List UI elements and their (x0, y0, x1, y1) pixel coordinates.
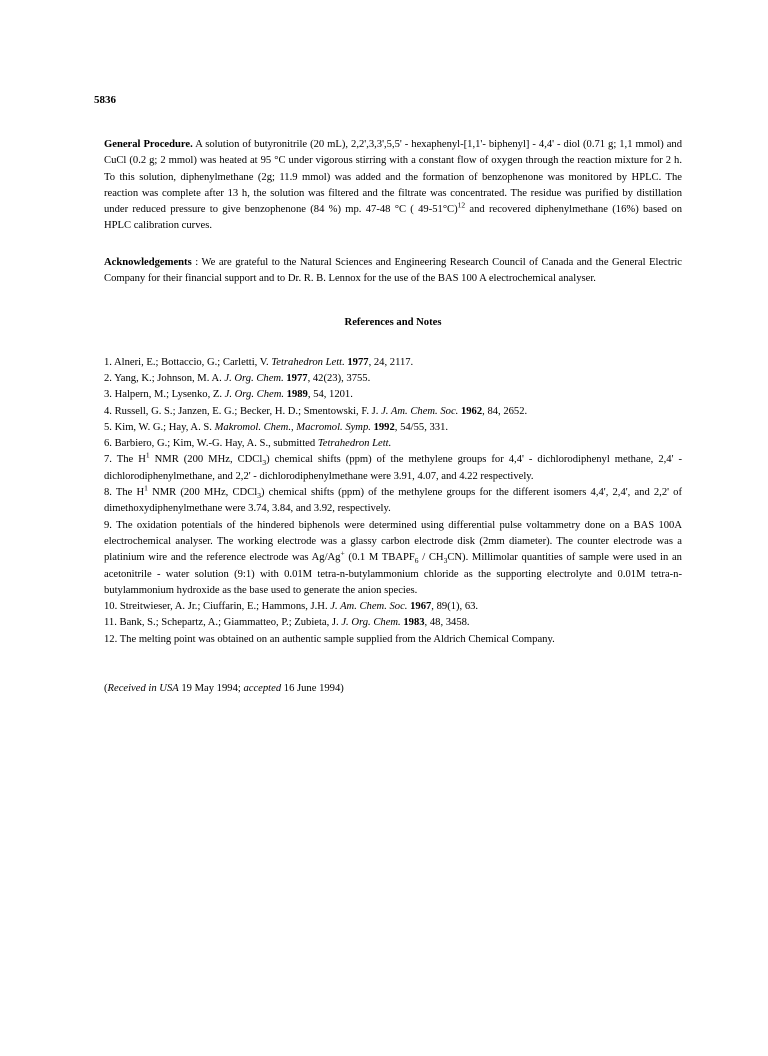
references-list (104, 355, 682, 648)
reference-item: 8. The $H^1$ NMR (200 MHz, CDCl$_3$) chemical shifts (ppm) of the methylene groups for the different isomers 4,4', 2,4', and 2,2' of dimethoxydiphenylmethane were 3.74, 3.84, and 3.92, respectively. (104, 483, 683, 515)
general-procedure-text-end: and recovered diphenylmethane (16%) based on HPLC calibration curves. (104, 204, 682, 232)
reference-item: 6. Barbiero, G.; Kim, W.-G. Hay, A. S., submitted Tetrahedron Lett. (104, 438, 392, 450)
journal-name: Makromol. Chem., Macromol. Symp. (214, 421, 371, 433)
references-heading: References and Notes (344, 317, 442, 329)
received-label: Received in USA (107, 683, 179, 695)
reference-year: 1992 (370, 421, 395, 433)
journal-name: J. Am. Chem. Soc. (330, 601, 408, 613)
journal-name: J. Am. Chem. Soc. (381, 405, 459, 417)
reference-year: 1977 (344, 356, 369, 368)
page-content (104, 137, 682, 697)
journal-name: J. Org. Chem. (341, 617, 401, 629)
acknowledgements-text: : We are grateful to the Natural Sciences and Engineering Research Council of Canada and the General Electric Company for their financial support and to Dr. R. B. Lennox for the use of the BAS 100 A electrochemical analyser. (104, 256, 682, 285)
reference-year: 1977 (283, 372, 308, 384)
reference-item: 3. Halpern, M.; Lysenko, Z. J. Org. Chem. 1989, 54, 1201. (104, 389, 353, 401)
received-accepted-note: (Received in USA 19 May 1994; accepted 16 June 1994) (104, 683, 344, 695)
journal-name: J. Org. Chem. (224, 372, 284, 384)
general-procedure-paragraph (104, 137, 682, 235)
acknowledgements-label: Acknowledgements (104, 256, 192, 268)
reference-year: 1989 (284, 389, 308, 401)
reference-item: 12. The melting point was obtained on an authentic sample supplied from the Aldrich Chemical Company. (104, 633, 555, 645)
journal-name: Tetrahedron Lett. (317, 438, 392, 450)
journal-name: Tetrahedron Lett. (271, 356, 345, 368)
general-procedure-label: General Procedure. (104, 139, 193, 150)
journal-name: J. Org. Chem. (224, 389, 284, 401)
reference-item: 11. Bank, S.; Schepartz, A.; Giammatteo, P.; Zubieta, J. J. Org. Chem. 1983, 48, 3458. (104, 617, 470, 629)
acknowledgements-paragraph (104, 255, 682, 288)
reference-item: 10. Streitwieser, A. Jr.; Ciuffarin, E.; Hammons, J.H. J. Am. Chem. Soc. 1967, 89(1), 63. (104, 601, 479, 613)
reference-item: 1. Alneri, E.; Bottaccio, G.; Carletti, V. Tetrahedron Lett. 1977, 24, 2117. (104, 356, 414, 368)
reference-item: 9. The oxidation potentials of the hindered biphenols were determined using differential pulse voltammetry done on a BAS 100A electrochemical analyser. The working electrode was a glassy carbon electrode disk (2mm diameter). The counter electrode was a platinium wire and the reference electrode was Ag/Ag+ (0.1 M $TBAPF_6 / CH_3CN$). Millimolar quantities of sample were used in an acetonitrile - water solution (9:1) with 0.01M tetra-n-butylammonium chloride as the supporting electrolyte and 0.01M tetra-n-butylammonium hydroxide as the base used to generate the anion species. (104, 519, 682, 596)
reference-item: 2. Yang, K.; Johnson, M. A. J. Org. Chem. 1977, 42(23), 3755. (104, 372, 371, 384)
reference-year: 1967 (407, 601, 432, 613)
reference-item: 7. The $H^1$ NMR (200 MHz, CDCl$_3$) chemical shifts (ppm) of the methylene groups for 4,4' - dichlorodiphenyl methane, 2,4' - dichlorodiphenylmethane, and 2,2' - dichlorodiphenylmethane were 3.91, 4.07, and 4.22 respectively. (104, 450, 683, 482)
general-procedure-text: A solution of butyronitrile (20 mL), 2,2',3,3',5,5' - hexaphenyl-[1,1'- biphenyl] - 4,4' - diol (0.71 g; 1,1 mmol) and CuCl (0.2 g; 2 mmol) was heated at 95 °C under vigorous stirring with a constant flow of oxygen through the reaction mixture for 2 h. To this solution, diphenylmethane (2g; 11.9 mmol) was added and the formation of benzophenone was monitored by HPLC. The reaction was complete after 13 h, the solution was filtered and the filtrate was concentrated. The residue was purified by distillation under reduced pressure to give benzophenone (84 %) mp. 47-48 °C ( 49-51°C) (104, 139, 682, 216)
reference-year: 1983 (400, 617, 425, 629)
page-number: 5836 (94, 94, 116, 106)
reference-item: 5. Kim, W. G.; Hay, A. S. Makromol. Chem., Macromol. Symp. 1992, 54/55, 331. (104, 421, 449, 433)
reference-year: 1962 (458, 405, 483, 417)
reference-item: 4. Russell, G. S.; Janzen, E. G.; Becker, H. D.; Smentowski, F. J. J. Am. Chem. Soc. 1962, 84, 2652. (104, 405, 528, 417)
reference-superscript: 12 (457, 200, 466, 210)
accepted-label: accepted (243, 683, 282, 695)
